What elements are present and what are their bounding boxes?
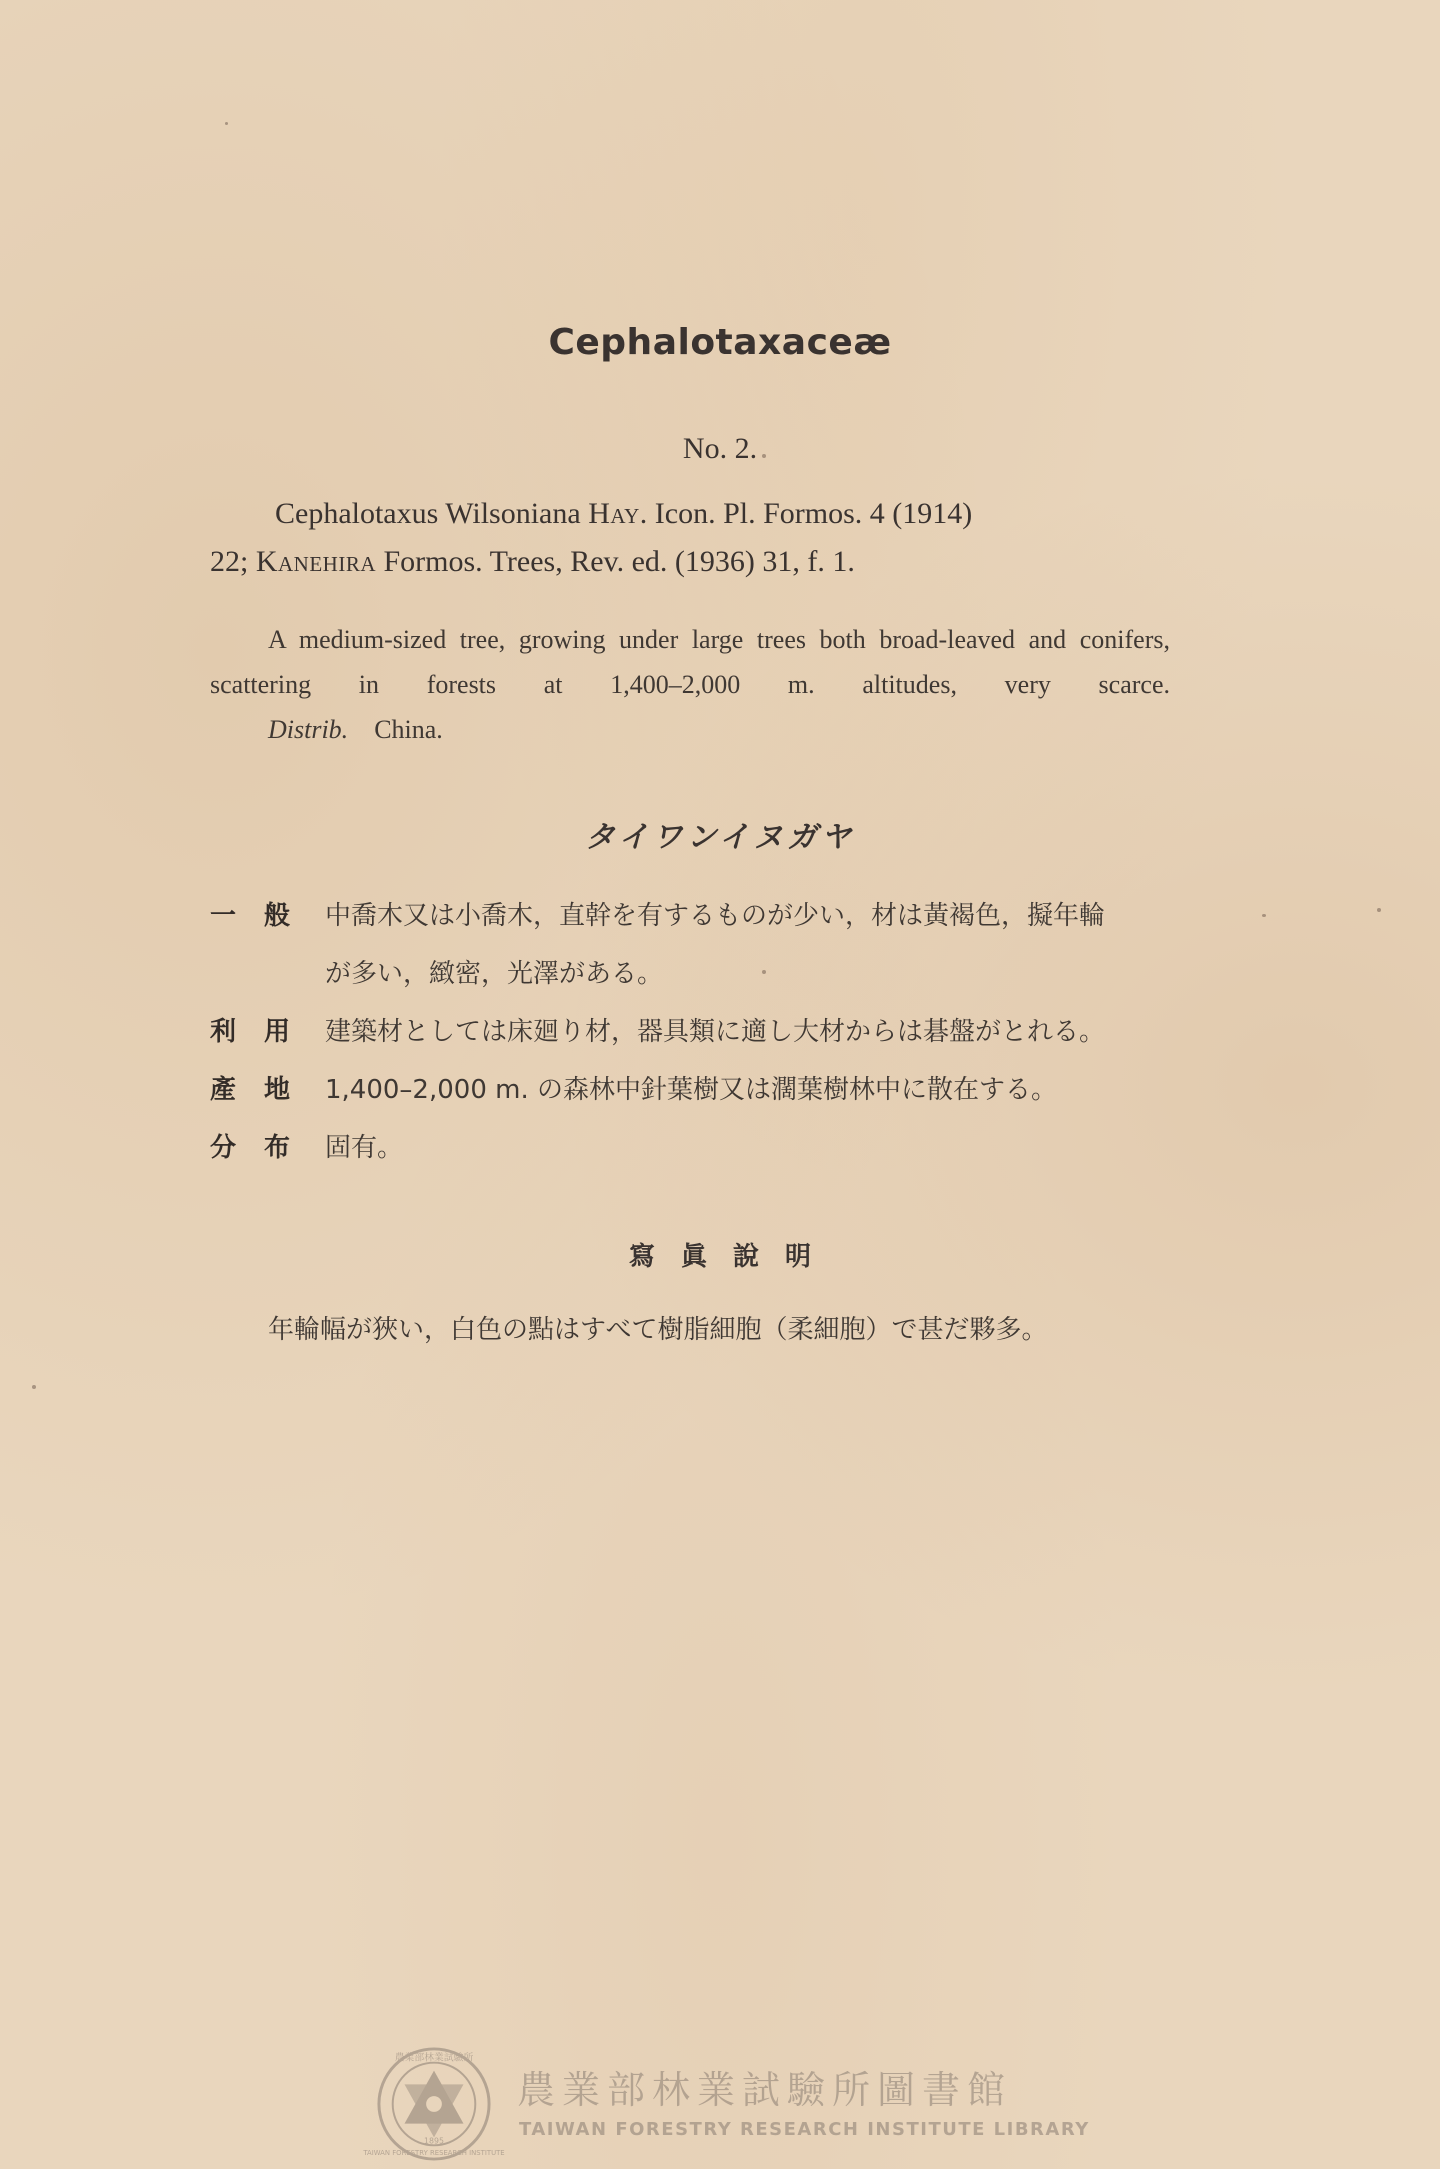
japanese-name: タイワンイヌガヤ xyxy=(585,820,855,855)
species-number: No. 2. xyxy=(682,432,758,465)
library-name-chinese: 農業部林業試驗所圖書館 xyxy=(517,2068,1013,2112)
note-content xyxy=(325,1003,1175,1061)
citation-reference-1-cont: 22; xyxy=(210,545,256,578)
distribution-value: China. xyxy=(374,715,443,744)
photo-caption: 年輪幅が狹い，白色の點はすべて樹脂細胞（柔細胞）で甚だ夥多。 xyxy=(268,1315,1048,1345)
note-content xyxy=(325,1119,1175,1177)
note-line: 1,400–2,000 m. の森林中針葉樹又は濶葉樹林中に散在する。 xyxy=(325,1075,1057,1105)
paper-speck xyxy=(225,122,228,125)
citation-author-2: Kanehira xyxy=(255,545,376,578)
japanese-notes xyxy=(210,887,1175,1177)
note-line: 固有。 xyxy=(325,1133,404,1163)
paper-speck xyxy=(762,970,766,974)
library-name-english: TAIWAN FORESTRY RESEARCH INSTITUTE LIBRARY xyxy=(519,2119,1090,2140)
note-row-distribution xyxy=(210,1119,1175,1177)
seal-ring-text-en: TAIWAN FORESTRY RESEARCH INSTITUTE xyxy=(363,2149,505,2158)
paper-speck xyxy=(1262,914,1266,917)
distribution-label: Distrib. xyxy=(268,715,349,744)
description-text: A medium-sized tree, growing under large trees both broad-leaved and conifers, scattering in forests at 1,400–2,000 m. altitudes, very scarce. xyxy=(210,625,1170,699)
english-description xyxy=(210,617,1170,752)
note-line: 建築材としては床廻り材，器具類に適し大材からは碁盤がとれる。 xyxy=(325,1017,1106,1047)
citation-author-1: Hay xyxy=(588,497,640,530)
paper-speck xyxy=(1377,908,1381,912)
distribution-line xyxy=(210,707,1170,752)
paper-speck xyxy=(32,1385,36,1389)
species-citation xyxy=(210,490,1170,586)
family-title: Cephalotaxaceæ xyxy=(548,322,892,363)
photo-heading: 寫眞說明 xyxy=(628,1242,837,1272)
citation-reference-2: Formos. Trees, Rev. ed. (1936) 31, f. 1. xyxy=(376,545,855,578)
note-content xyxy=(325,1061,1175,1119)
note-row-general xyxy=(210,887,1175,1003)
paper-speck xyxy=(762,454,766,458)
note-line: が多い，緻密，光澤がある。 xyxy=(325,959,664,989)
citation-line-1 xyxy=(210,490,1170,538)
note-label: 利用 xyxy=(210,1017,319,1047)
note-label: 一般 xyxy=(210,901,319,931)
library-seal-icon xyxy=(363,2045,505,2163)
note-row-use xyxy=(210,1003,1175,1061)
seal-ring-text: 農業部林業試驗所 xyxy=(394,2052,474,2064)
note-label: 產地 xyxy=(210,1075,319,1105)
library-watermark xyxy=(363,2045,1090,2165)
species-name: Cephalotaxus Wilsoniana xyxy=(275,497,581,530)
note-content xyxy=(325,887,1175,1003)
citation-reference-1: . Icon. Pl. Formos. 4 (1914) xyxy=(639,497,973,530)
note-line: 中喬木又は小喬木，直幹を有するものが少い，材は黃褐色，擬年輪 xyxy=(325,901,1106,931)
note-label: 分布 xyxy=(210,1133,319,1163)
seal-year: 1895 xyxy=(423,2136,445,2146)
note-row-locality xyxy=(210,1061,1175,1119)
